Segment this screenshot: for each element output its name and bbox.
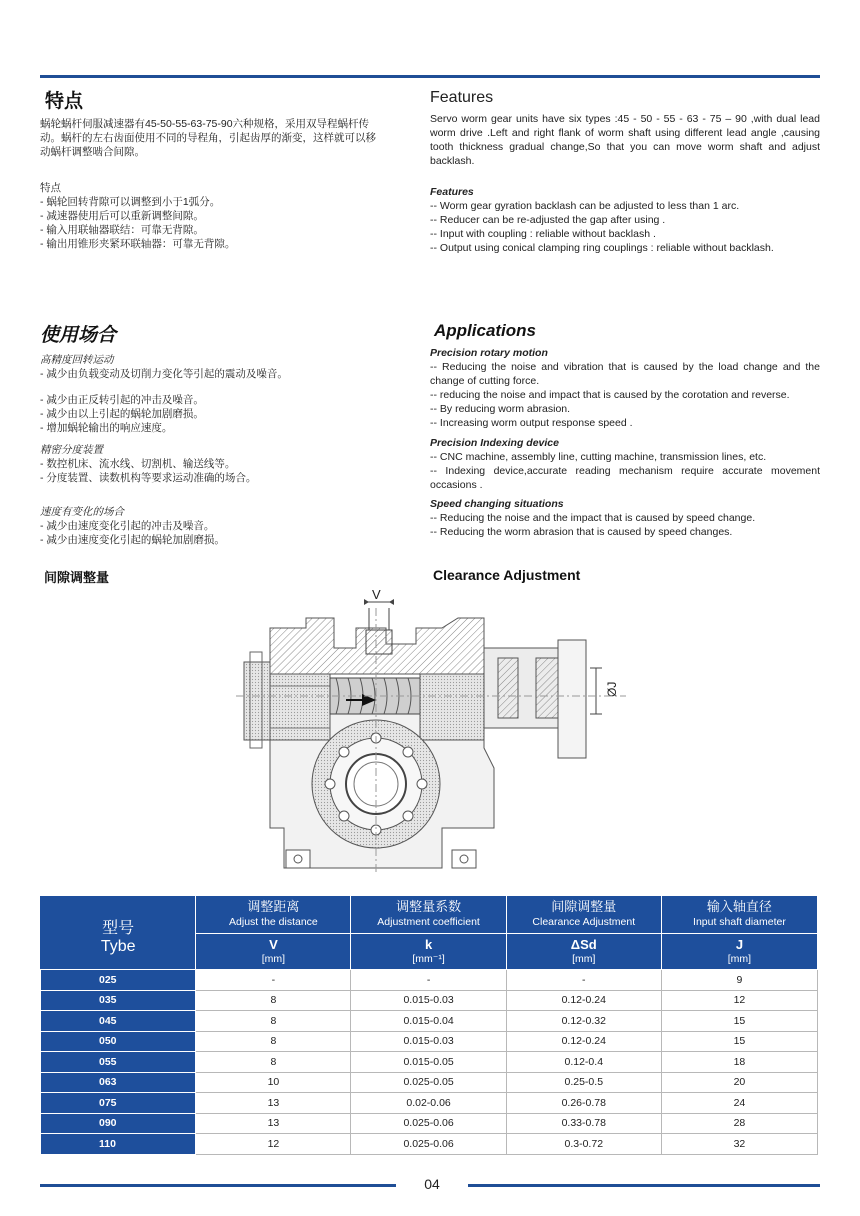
features-cn-intro-line: 蜗轮蜗杆伺服减速器有45-50-55-63-75-90六种规格，采用双导程蜗杆传 xyxy=(40,118,370,130)
value-cell: 8 xyxy=(196,1011,351,1032)
footer-rule-right xyxy=(468,1184,820,1187)
features-cn-intro-line: 动。蜗杆的左右齿面使用不同的导程角，引起齿厚的渐变，这样就可以移 xyxy=(40,132,376,144)
value-cell: 0.12-0.24 xyxy=(506,1031,661,1052)
spec-table-body xyxy=(41,970,818,1155)
list-item: - 减少由速度变化引起的蜗轮加剧磨损。 xyxy=(40,534,225,546)
value-cell: 10 xyxy=(196,1072,351,1093)
column-header-cn: 输入轴直径 xyxy=(706,900,772,915)
list-item: - 输出用锥形夹紧环联轴器：可靠无背隙。 xyxy=(40,238,236,250)
table-row xyxy=(41,1011,818,1032)
applications-en-group-title: Precision Indexing device xyxy=(430,437,559,449)
list-item: - 减少由以上引起的蜗轮加剧磨损。 xyxy=(40,408,204,420)
model-header xyxy=(41,896,196,970)
model-cell: 075 xyxy=(41,1093,196,1114)
list-item: - 减少由正反转引起的冲击及噪音。 xyxy=(40,394,204,406)
column-unit-header xyxy=(351,934,506,970)
value-cell: 0.12-0.32 xyxy=(506,1011,661,1032)
value-cell: 0.25-0.5 xyxy=(506,1072,661,1093)
value-cell: 0.26-0.78 xyxy=(506,1093,661,1114)
dimension-label-j: ØJ xyxy=(605,681,619,697)
list-item: -- Increasing worm output response speed . xyxy=(430,417,633,429)
column-unit: [mm] xyxy=(572,953,596,965)
list-item: -- Reducing the noise and the impact that is caused by speed change. xyxy=(430,512,756,524)
list-item: - 分度装置、读数机构等要求运动准确的场合。 xyxy=(40,472,257,484)
value-cell: 8 xyxy=(196,1031,351,1052)
column-symbol: V xyxy=(269,937,278,952)
applications-en-group-title: Speed changing situations xyxy=(430,498,564,510)
value-cell: 18 xyxy=(661,1052,817,1073)
list-item: -- By reducing worm abrasion. xyxy=(430,403,571,415)
value-cell: - xyxy=(196,970,351,991)
page-number: 04 xyxy=(424,1176,440,1192)
value-cell: 0.015-0.03 xyxy=(351,990,506,1011)
model-cell: 110 xyxy=(41,1134,196,1155)
model-header-cn: 型号 xyxy=(102,917,135,937)
value-cell: 15 xyxy=(661,1011,817,1032)
features-cn-subheading: 特点 xyxy=(40,182,61,194)
value-cell: 13 xyxy=(196,1093,351,1114)
model-cell: 050 xyxy=(41,1031,196,1052)
list-item: -- Output using conical clamping ring couplings : reliable without backlash. xyxy=(430,242,774,254)
list-item: -- Reducing the worm abrasion that is caused by speed changes. xyxy=(430,526,733,538)
column-symbol: J xyxy=(735,937,744,952)
column-unit-header xyxy=(506,934,661,970)
list-item: -- reducing the noise and impact that is caused by the corotation and reverse. xyxy=(430,389,790,401)
table-row xyxy=(41,1134,818,1155)
applications-cn-group-title: 高精度回转运动 xyxy=(40,354,114,366)
value-cell: 12 xyxy=(661,990,817,1011)
applications-cn-section xyxy=(40,320,418,547)
features-cn-intro-line: 动蜗杆调整啮合间隙。 xyxy=(40,146,145,158)
features-en-heading: Features xyxy=(430,89,494,106)
value-cell: 20 xyxy=(661,1072,817,1093)
column-header xyxy=(196,896,351,934)
applications-en-heading: Applications xyxy=(434,321,537,340)
column-unit: [mm] xyxy=(727,953,752,965)
value-cell: 9 xyxy=(661,970,817,991)
table-row xyxy=(41,1052,818,1073)
features-en-subheading: Features xyxy=(430,186,474,198)
column-header-en: Adjust the distance xyxy=(229,916,318,928)
worm-gear-cross-section-drawing xyxy=(236,588,626,878)
list-item: - 输入用联轴器联结：可靠无背隙。 xyxy=(40,224,204,236)
list-item: - 数控机床、流水线、切割机、输送线等。 xyxy=(40,458,236,470)
table-row xyxy=(41,970,818,991)
applications-en-section xyxy=(430,321,820,539)
applications-en-group-title: Precision rotary motion xyxy=(430,347,548,359)
dimension-label-v: V xyxy=(372,588,381,602)
table-row xyxy=(41,1072,818,1093)
list-item: - 蜗轮回转背隙可以调整到小于1弧分。 xyxy=(40,196,221,208)
list-item: - 增加蜗轮输出的响应速度。 xyxy=(40,422,173,434)
column-unit-header xyxy=(661,934,817,970)
column-header xyxy=(661,896,817,934)
value-cell: 28 xyxy=(661,1113,817,1134)
value-cell: 0.02-0.06 xyxy=(351,1093,506,1114)
value-cell: - xyxy=(351,970,506,991)
value-cell: 8 xyxy=(196,990,351,1011)
column-unit-header xyxy=(196,934,351,970)
value-cell: 0.025-0.05 xyxy=(351,1072,506,1093)
value-cell: 0.015-0.03 xyxy=(351,1031,506,1052)
value-cell: - xyxy=(506,970,661,991)
list-item: - 减少由速度变化引起的冲击及噪音。 xyxy=(40,520,215,532)
model-header-en: Tybe xyxy=(100,937,136,955)
table-row xyxy=(41,1113,818,1134)
table-row xyxy=(41,1093,818,1114)
value-cell: 12 xyxy=(196,1134,351,1155)
column-header-cn: 调整量系数 xyxy=(396,900,462,915)
value-cell: 15 xyxy=(661,1031,817,1052)
column-unit: [mm⁻¹] xyxy=(412,953,445,965)
value-cell: 0.3-0.72 xyxy=(506,1134,661,1155)
model-cell: 090 xyxy=(41,1113,196,1134)
list-item: -- CNC machine, assembly line, cutting machine, transmission lines, etc. xyxy=(430,451,767,463)
column-header-en: Clearance Adjustment xyxy=(532,916,636,928)
features-cn-section xyxy=(40,86,418,251)
column-symbol: k xyxy=(424,937,433,952)
applications-cn-group-title: 速度有变化的场合 xyxy=(40,506,124,518)
value-cell: 0.12-0.4 xyxy=(506,1052,661,1073)
list-item: -- Indexing device,accurate reading mechanism require accurate movement occasions . xyxy=(430,465,820,491)
column-header xyxy=(506,896,661,934)
column-symbol: ΔSd xyxy=(570,937,597,952)
value-cell: 13 xyxy=(196,1113,351,1134)
value-cell: 32 xyxy=(661,1134,817,1155)
applications-cn-heading: 使用场合 xyxy=(40,324,117,346)
list-item: -- Reducer can be re-adjusted the gap after using . xyxy=(430,214,666,226)
table-row xyxy=(41,990,818,1011)
column-header-cn: 调整距离 xyxy=(247,900,300,915)
list-item: -- Worm gear gyration backlash can be adjusted to less than 1 arc. xyxy=(430,200,740,212)
value-cell: 0.015-0.04 xyxy=(351,1011,506,1032)
value-cell: 0.33-0.78 xyxy=(506,1113,661,1134)
footer-rule-left xyxy=(40,1184,396,1187)
value-cell: 0.025-0.06 xyxy=(351,1134,506,1155)
value-cell: 8 xyxy=(196,1052,351,1073)
value-cell: 0.12-0.24 xyxy=(506,990,661,1011)
column-unit: [mm] xyxy=(261,953,286,965)
table-row xyxy=(41,1031,818,1052)
clearance-title-cn: 间隙调整量 xyxy=(44,570,110,585)
column-header-en: Input shaft diameter xyxy=(693,916,786,928)
list-item: -- Input with coupling : reliable without backlash . xyxy=(430,228,656,240)
top-rule xyxy=(40,75,820,78)
column-header-en: Adjustment coefficient xyxy=(377,916,480,928)
column-header xyxy=(351,896,506,934)
clearance-title-en: Clearance Adjustment xyxy=(433,567,581,583)
model-cell: 025 xyxy=(41,970,196,991)
value-cell: 24 xyxy=(661,1093,817,1114)
value-cell: 0.015-0.05 xyxy=(351,1052,506,1073)
features-cn-heading: 特点 xyxy=(45,90,84,112)
list-item: - 减少由负载变动及切削力变化等引起的震动及噪音。 xyxy=(40,368,288,380)
list-item: -- Reducing the noise and vibration that is caused by the load change and the change of cutting force. xyxy=(430,361,820,387)
model-cell: 035 xyxy=(41,990,196,1011)
clearance-spec-table xyxy=(40,895,818,1155)
model-cell: 045 xyxy=(41,1011,196,1032)
features-en-section xyxy=(430,89,820,255)
features-en-intro: Servo worm gear units have six types :45 - 50 - 55 - 63 - 75 – 90 ,with dual lead worm drive .Left and right flank of worm shaft using different lead angle ,causing tooth thickness gradual change,So that you can move worm shaft and adjust backlash. xyxy=(430,113,820,167)
value-cell: 0.025-0.06 xyxy=(351,1113,506,1134)
list-item: - 减速器使用后可以重新调整间隙。 xyxy=(40,210,204,222)
applications-cn-group-title: 精密分度装置 xyxy=(40,444,103,456)
model-cell: 055 xyxy=(41,1052,196,1073)
model-cell: 063 xyxy=(41,1072,196,1093)
column-header-cn: 间隙调整量 xyxy=(551,900,617,915)
